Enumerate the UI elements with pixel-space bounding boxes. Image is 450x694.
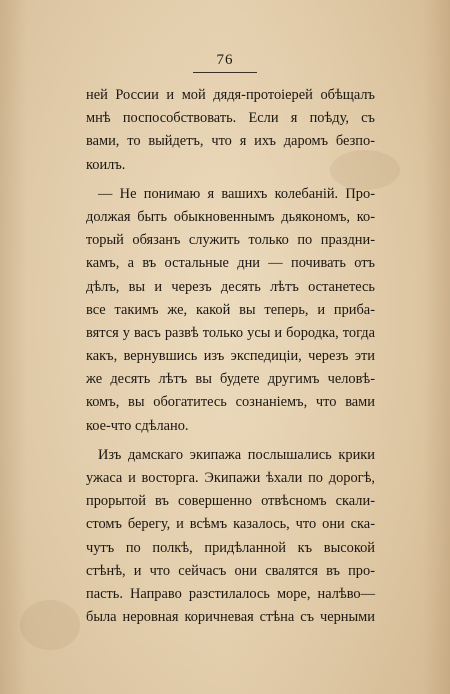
text-line: ужаса и восторга. Экипажи ѣхали по дорогѣ, [86,470,375,486]
body-text [86,84,375,629]
text-line: Изъ дамскаго экипажа послышались крики [98,446,375,463]
text-line: мнѣ поспособствовать. Если я поѣду, съ [86,110,375,127]
text-line: пасть. Направо разстилалось море, налѣво— [86,585,375,602]
text-line: вами, то выйдетъ, что я ихъ даромъ безпо- [86,133,375,150]
paragraph [86,183,375,438]
page-number: 76 [216,52,234,68]
text-line: все такимъ же, какой вы теперь, и приба- [86,301,375,318]
text-line: кое-что сдѣлано. [86,417,189,434]
text-line: торый обязанъ служить только по праздни- [86,232,375,249]
text-line: была неровная коричневая стѣна съ черными [86,609,375,626]
text-line: — Не понимаю я вашихъ колебаній. Про- [98,185,375,202]
text-line: камъ, а въ остальные дни — почивать отъ [86,255,375,272]
text-line: дѣлъ, вы и черезъ десять лѣтъ останетесь [86,278,375,295]
text-line: же десять лѣтъ вы будете другимъ человѣ- [86,371,375,388]
paragraph [86,84,375,177]
page-number-rule [193,72,257,73]
text-line: чутъ по полкѣ, придѣланной къ высокой [86,539,375,556]
text-line: должая быть обыкновеннымъ дьякономъ, ко- [86,208,375,225]
text-line: вятся у васъ развѣ только усы и бородка, тогда [86,324,375,341]
text-line: ней России и мой дядя-протоіерей обѣщалъ [86,87,375,103]
text-line: прорытой въ совершенно отвѣсномъ скали- [86,493,375,510]
text-line: комъ, вы обогатитесь сознаніемъ, что вами [86,394,375,411]
paragraph [86,444,375,630]
text-line: какъ, вернувшись изъ экспедиціи, черезъ эти [86,348,375,365]
text-line: коилъ. [86,156,126,173]
text-line: стомъ берегу, и всѣмъ казалось, что они ска- [86,516,375,533]
paper-stain [20,600,80,650]
text-line: стѣнѣ, и что сейчасъ они свалятся въ про- [86,562,375,579]
